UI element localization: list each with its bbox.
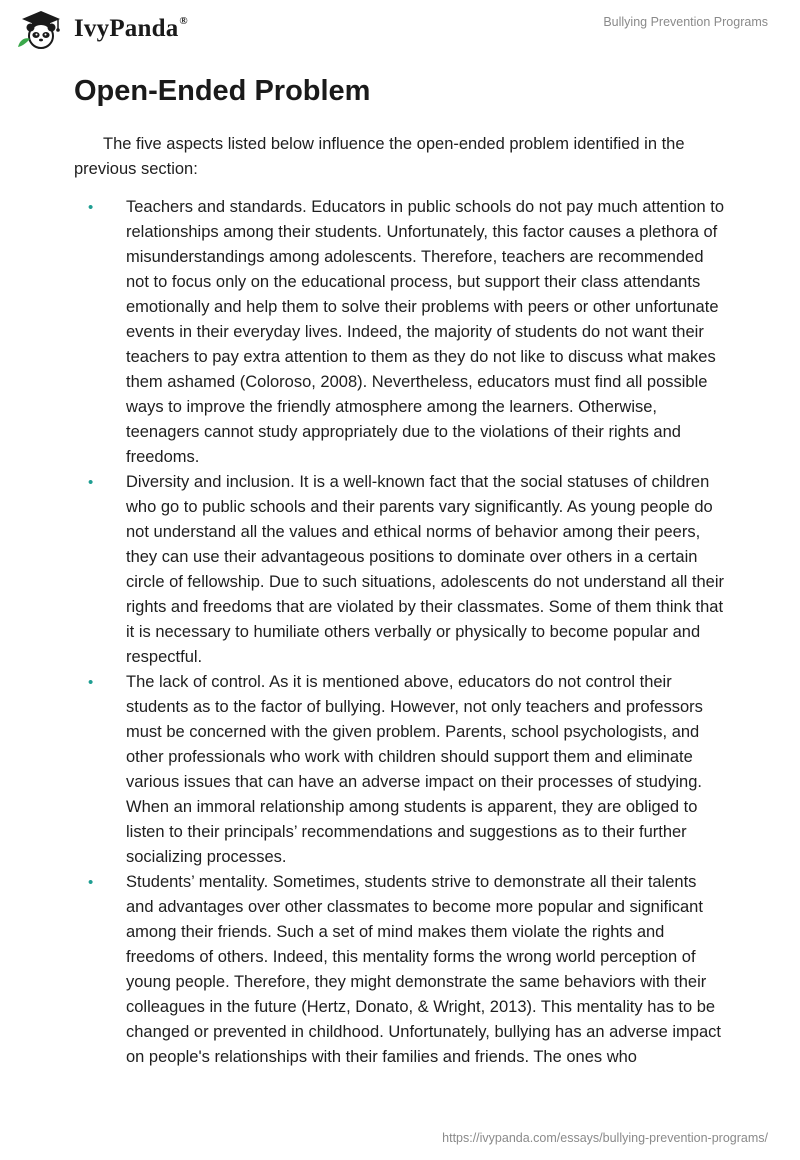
intro-paragraph: The five aspects listed below influence the open-ended problem identified in the previous section: (74, 135, 685, 178)
bullet-icon: • (88, 474, 94, 491)
list-item-text: Teachers and standards. Educators in public schools do not pay much attention to relationships among their students. Unfortunately, this factor causes a plethora of misunderstandings among adolescents. Therefore, teachers are recommended not to focus only on the educational process, but support their class attendants emotionally and help them to solve their problems with peers or other unfortunate events in their everyday lives. Indeed, the majority of students do not want their teachers to pay extra attention to them as they do not like to discuss what makes them ashamed (Coloroso, 2008). Nevertheless, educators must find all possible ways to improve the friendly atmosphere among the learners. Otherwise, teenagers cannot study appropriately due to the violations of their rights and freedoms. (126, 198, 725, 466)
source-url-link[interactable]: https://ivypanda.com/essays/bullying-prevention-programs/ (442, 1131, 768, 1145)
list-item-text: Diversity and inclusion. It is a well-known fact that the social statuses of children who go to public schools and their parents vary significantly. As young people do not understand all the values and ethical norms of behavior among their peers, they can use their advantageous positions to dominate over others in a certain circle of fellowship. Due to such situations, adolescents do not understand all their rights and freedoms that are violated by their classmates. Some of them think that it is necessary to humiliate others verbally or physically to become popular and respectful. (126, 473, 725, 666)
list-item-text: The lack of control. As it is mentioned above, educators do not control their students as to the factor of bullying. However, not only teachers and professors must be concerned with the given problem. Parents, school psychologists, and other professionals who work with children should support them and eliminate various issues that can have an adverse impact on their processes of studying. When an immoral relationship among students is apparent, they are obliged to listen to their principals’ recommendations and suggestions as to their further socializing processes. (126, 673, 703, 866)
document-title: Bullying Prevention Programs (603, 15, 768, 29)
brand-name (74, 15, 188, 43)
list-item (74, 870, 728, 1070)
list-item (74, 195, 728, 470)
page-header (0, 0, 800, 60)
panda-graduate-icon (14, 9, 68, 49)
list-item-text: Students’ mentality. Sometimes, students strive to demonstrate all their talents and advantages over other classmates to become more popular and significant among their friends. Such a set of mind makes them violate the rights and freedoms of others. Indeed, this mentality forms the wrong world perception of young people. Therefore, they might demonstrate the same behaviors with their colleagues in the future (Hertz, Donato, & Wright, 2013). This mentality has to be changed or prevented in childhood. Unfortunately, bullying has an adverse impact on people's relationships with their families and friends. The ones who (126, 873, 721, 1066)
brand-text: IvyPanda (74, 15, 179, 42)
aspects-list (74, 195, 728, 1070)
list-item (74, 470, 728, 670)
ivypanda-logo[interactable] (14, 9, 188, 49)
bullet-icon: • (88, 674, 94, 691)
registered-mark: ® (179, 15, 188, 27)
section-heading: Open-Ended Problem (74, 75, 371, 107)
article-body (74, 71, 728, 1070)
bullet-icon: • (88, 874, 94, 891)
bullet-icon: • (88, 199, 94, 216)
list-item (74, 670, 728, 870)
